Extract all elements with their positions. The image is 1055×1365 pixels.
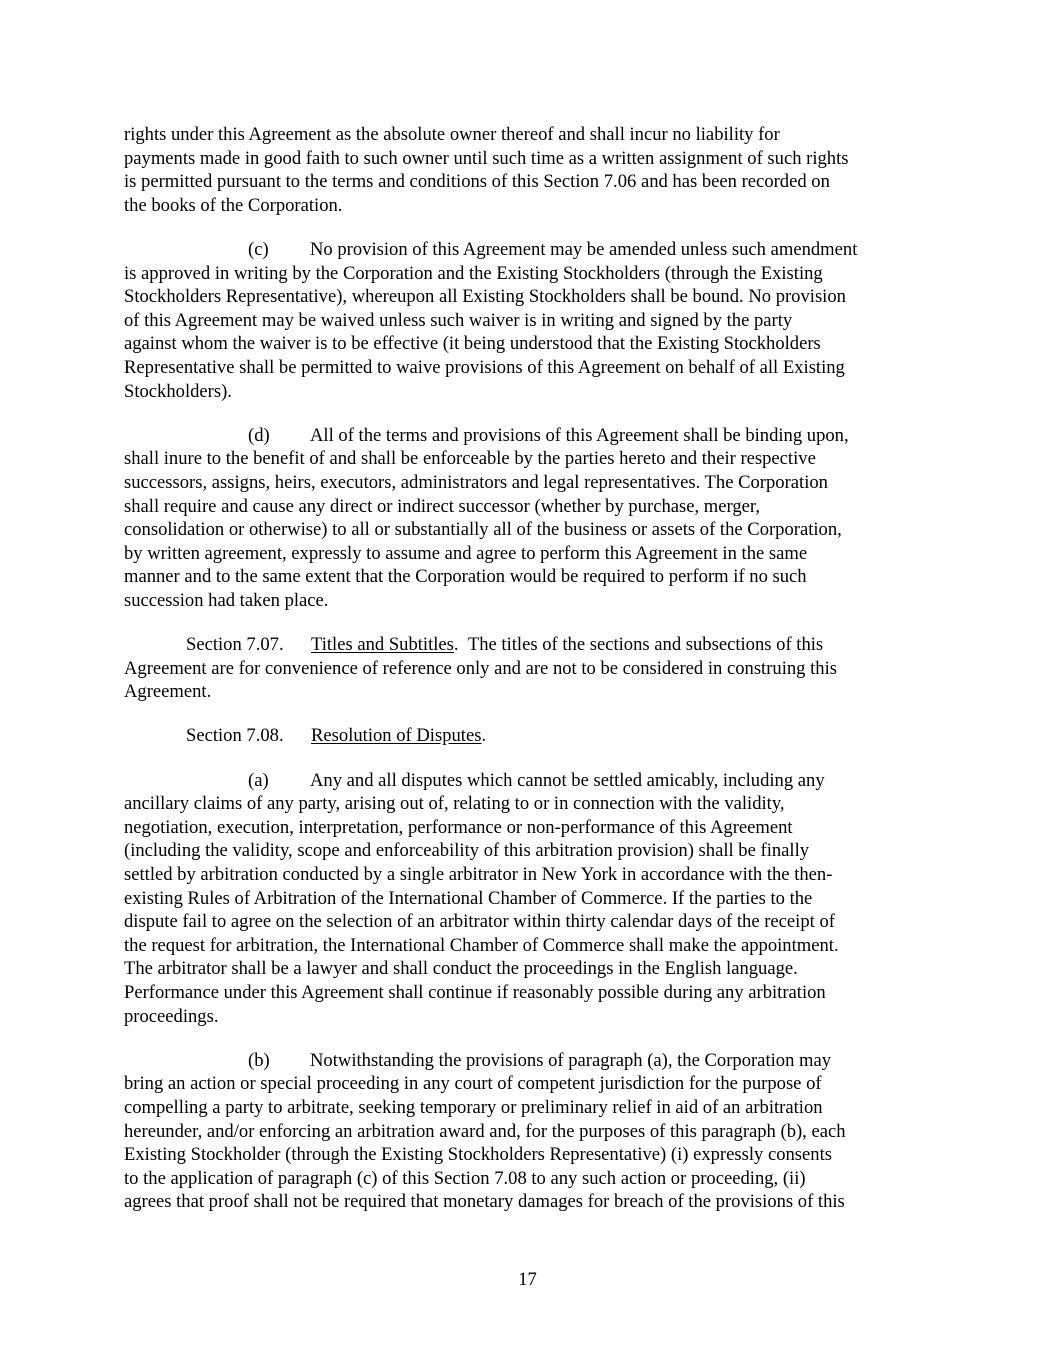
text-line: The arbitrator shall be a lawyer and shall conduct the proceedings in the English language. — [124, 958, 798, 980]
text-line: Existing Stockholder (through the Existing Stockholders Representative) (i) expressly consents — [124, 1144, 832, 1166]
paragraph-7-08-a — [124, 769, 936, 1029]
text-line: negotiation, execution, interpretation, performance or non-performance of this Agreement — [124, 816, 793, 838]
text-line: is approved in writing by the Corporation and the Existing Stockholders (through the Existing — [124, 262, 823, 284]
text-line: No provision of this Agreement may be amended unless such amendment — [310, 238, 858, 260]
section-number: Section 7.07. — [186, 634, 284, 656]
section-title-punctuation: . — [481, 725, 487, 747]
text-line: The titles of the sections and subsections of this — [467, 634, 824, 656]
paragraph-label: (c) — [248, 238, 269, 260]
text-line: is permitted pursuant to the terms and conditions of this Section 7.06 and has been recorded on — [124, 171, 830, 193]
paragraph-label: (d) — [248, 424, 270, 446]
text-line: against whom the waiver is to be effective (it being understood that the Existing Stockholders — [124, 333, 821, 355]
page-number: 17 — [518, 1269, 537, 1290]
text-line: existing Rules of Arbitration of the International Chamber of Commerce. If the parties to the — [124, 887, 813, 909]
text-line: agrees that proof shall not be required that monetary damages for breach of the provisions of this — [124, 1191, 845, 1213]
text-line: compelling a party to arbitrate, seeking temporary or preliminary relief in aid of an arbitration — [124, 1096, 823, 1118]
text-line: All of the terms and provisions of this Agreement shall be binding upon, — [310, 424, 849, 446]
text-line: by written agreement, expressly to assume and agree to perform this Agreement in the same — [124, 542, 808, 564]
text-line: shall require and cause any direct or indirect successor (whether by purchase, merger, — [124, 495, 761, 517]
text-line: proceedings. — [124, 1005, 219, 1027]
document-page — [124, 123, 936, 1214]
text-line: Agreement are for convenience of reference only and are not to be considered in construing this — [124, 657, 837, 679]
paragraph-label: (a) — [248, 769, 269, 791]
text-line: Representative shall be permitted to waive provisions of this Agreement on behalf of all Existing — [124, 356, 845, 378]
section-title: Resolution of Disputes — [311, 725, 482, 747]
text-line: bring an action or special proceeding in any court of competent jurisdiction for the purpose of — [124, 1073, 822, 1095]
text-line: Stockholders Representative), whereupon all Existing Stockholders shall be bound. No provision — [124, 286, 846, 308]
section-title: Titles and Subtitles — [311, 634, 454, 656]
text-line: dispute fail to agree on the selection of an arbitrator within thirty calendar days of the receipt of — [124, 911, 835, 933]
text-line: the request for arbitration, the International Chamber of Commerce shall make the appointment. — [124, 934, 839, 956]
text-line: Performance under this Agreement shall continue if reasonably possible during any arbitration — [124, 981, 826, 1003]
section-number: Section 7.08. — [186, 725, 284, 747]
paragraph-d — [124, 424, 936, 613]
text-line: consolidation or otherwise) to all or substantially all of the business or assets of the Corporation, — [124, 519, 842, 541]
text-line: shall inure to the benefit of and shall be enforceable by the parties hereto and their respective — [124, 448, 816, 470]
section-7-07 — [124, 633, 936, 704]
text-line: succession had taken place. — [124, 589, 329, 611]
text-line: Agreement. — [124, 681, 212, 703]
text-line: manner and to the same extent that the Corporation would be required to perform if no such — [124, 566, 807, 588]
text-line: rights under this Agreement as the absolute owner thereof and shall incur no liability for — [124, 124, 780, 145]
continuation-paragraph — [124, 123, 936, 217]
text-line: payments made in good faith to such owner until such time as a written assignment of such rights — [124, 147, 849, 169]
text-line: to the application of paragraph (c) of this Section 7.08 to any such action or proceeding, (ii) — [124, 1167, 806, 1189]
text-line: ancillary claims of any party, arising out of, relating to or in connection with the validity, — [124, 793, 785, 815]
text-line: Notwithstanding the provisions of paragraph (a), the Corporation may — [310, 1049, 832, 1071]
text-line: hereunder, and/or enforcing an arbitration award and, for the purposes of this paragraph (b), each — [124, 1120, 846, 1142]
paragraph-7-08-b — [124, 1049, 936, 1214]
text-line: (including the validity, scope and enforceability of this arbitration provision) shall be finally — [124, 840, 810, 862]
section-7-08-heading — [124, 724, 936, 748]
text-line: the books of the Corporation. — [124, 194, 343, 216]
text-line: successors, assigns, heirs, executors, administrators and legal representatives. The Corporation — [124, 471, 828, 493]
text-line: Any and all disputes which cannot be settled amicably, including any — [310, 769, 825, 791]
section-title-punctuation: . — [453, 634, 459, 656]
text-line: Stockholders). — [124, 380, 232, 402]
text-line: of this Agreement may be waived unless such waiver is in writing and signed by the party — [124, 309, 793, 331]
paragraph-c — [124, 238, 936, 403]
text-line: settled by arbitration conducted by a single arbitrator in New York in accordance with the then- — [124, 864, 833, 885]
paragraph-label: (b) — [248, 1049, 270, 1071]
